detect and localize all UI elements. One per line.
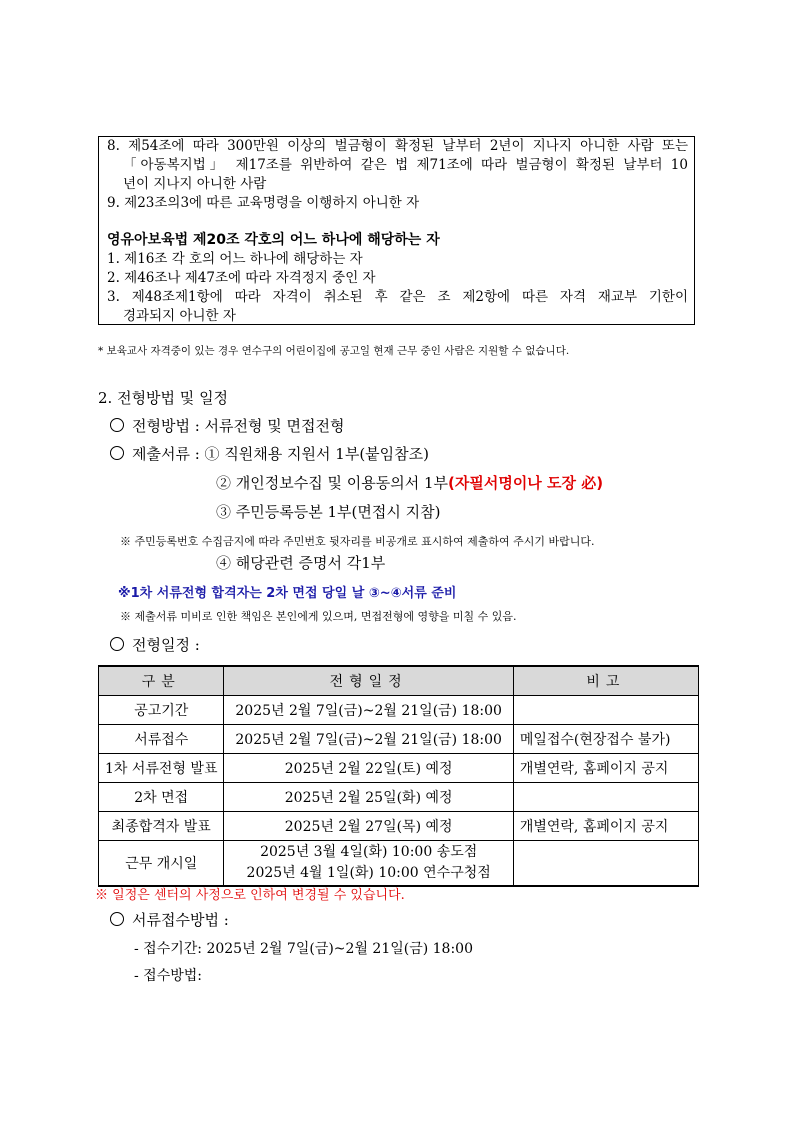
- method-row: [110, 415, 345, 436]
- table-header-row: [99, 666, 699, 696]
- row-date: 2025년 2월 25일(화) 예정: [224, 783, 513, 812]
- box-line-4: 9. 제23조의3에 따른 교육명령을 이행하지 아니한 자: [107, 195, 420, 211]
- method-text: 전형방법 : 서류전형 및 면접전형: [132, 417, 345, 435]
- row-date-line-1: 2025년 3월 4일(화) 10:00 송도점: [260, 844, 478, 860]
- row-note: [513, 841, 698, 887]
- header-category: 구분: [99, 666, 224, 696]
- table-row: [99, 783, 699, 812]
- box-item-3: 3. 제48조제1항에 따라 자격이 취소된 후 같은 조 제2항에 따른 자격 재교부 기한이: [107, 289, 688, 305]
- section-title: 2. 전형방법 및 일정: [98, 389, 229, 407]
- table-row: [99, 812, 699, 841]
- row-note: 개별연락, 홈페이지 공지: [513, 812, 698, 841]
- qualification-note: * 보육교사 자격중이 있는 경우 연수구의 어린이집에 공고일 현재 근무 중인 사람은 지원할 수 없습니다.: [98, 345, 570, 357]
- circle-bullet-icon: [110, 637, 124, 651]
- schedule-change-note: ※ 일정은 센터의 사정으로 인하여 변경될 수 있습니다.: [95, 888, 405, 903]
- row-date: [224, 841, 513, 887]
- first-pass-note: ※1차 서류전형 합격자는 2차 면접 당일 날 ③~④서류 준비: [118, 586, 457, 601]
- doc2-text: ② 개인정보수집 및 이용동의서 1부: [216, 474, 448, 492]
- row-name: 근무 개시일: [99, 841, 224, 887]
- row-name: 2차 면접: [99, 783, 224, 812]
- row-date: 2025년 2월 7일(금)~2월 21일(금) 18:00: [224, 725, 513, 754]
- circle-bullet-icon: [110, 912, 124, 926]
- row-note: [513, 783, 698, 812]
- doc2-row: [216, 472, 603, 493]
- row-name: 서류접수: [99, 725, 224, 754]
- responsibility-note: ※ 제출서류 미비로 인한 책임은 본인에게 있으며, 면접전형에 영향을 미칠 수 있음.: [120, 610, 517, 623]
- receipt-period: - 접수기간: 2025년 2월 7일(금)~2월 21일(금) 18:00: [134, 941, 474, 957]
- box-item-2: 2. 제46조나 제47조에 따라 자격정지 중인 자: [107, 270, 376, 286]
- row-name: 1차 서류전형 발표: [99, 754, 224, 783]
- row-date-line-2: 2025년 4월 1일(화) 10:00 연수구청점: [246, 865, 491, 881]
- schedule-table: [98, 665, 699, 887]
- box-line-2: 「아동복지법」 제17조를 위반하여 같은 법 제71조에 따라 벌금형이 확정된 날부터 10: [123, 157, 688, 173]
- receipt-row: [110, 909, 229, 930]
- row-date: 2025년 2월 22일(토) 예정: [224, 754, 513, 783]
- table-row: [99, 725, 699, 754]
- doc3-row: ③ 주민등록등본 1부(면접시 지참): [216, 503, 441, 521]
- box-item-1: 1. 제16조 각 호의 어느 하나에 해당하는 자: [107, 251, 363, 267]
- schedule-row: [110, 634, 200, 655]
- row-note: [513, 696, 698, 725]
- box-line-3: 년이 지나지 아니한 사람: [123, 176, 267, 192]
- header-remarks: 비고: [513, 666, 698, 696]
- row-name: 공고기간: [99, 696, 224, 725]
- doc4-row: ④ 해당관련 증명서 각1부: [216, 554, 386, 572]
- circle-bullet-icon: [110, 418, 124, 432]
- table-row: [99, 841, 699, 887]
- table-row: [99, 696, 699, 725]
- box-item-3-cont: 경과되지 아니한 자: [123, 308, 236, 324]
- schedule-label: 전형일정 :: [132, 636, 200, 654]
- receipt-label: 서류접수방법 :: [132, 911, 229, 929]
- receipt-method: - 접수방법:: [134, 968, 202, 984]
- docs-row: [110, 443, 429, 464]
- circle-bullet-icon: [110, 446, 124, 460]
- table-row: [99, 754, 699, 783]
- box-line-1: 8. 제54조에 따라 300만원 이상의 벌금형이 확정된 날부터 2년이 지나지 아니한 사람 또는: [107, 138, 688, 154]
- disqualification-box: [98, 136, 695, 325]
- resident-number-note: ※ 주민등록번호 수집금지에 따라 주민번호 뒷자리를 비공개로 표시하여 제출하여 주시기 바랍니다.: [120, 535, 595, 548]
- doc2-red-text: (자필서명이나 도장 必): [448, 474, 604, 492]
- row-date: 2025년 2월 7일(금)~2월 21일(금) 18:00: [224, 696, 513, 725]
- docs-label: 제출서류 : ① 직원채용 지원서 1부(붙임참조): [132, 445, 429, 463]
- box-heading: 영유아보육법 제20조 각호의 어느 하나에 해당하는 자: [107, 232, 440, 248]
- header-schedule: 전형일정: [224, 666, 513, 696]
- row-date: 2025년 2월 27일(목) 예정: [224, 812, 513, 841]
- row-name: 최종합격자 발표: [99, 812, 224, 841]
- row-note: 개별연락, 홈페이지 공지: [513, 754, 698, 783]
- row-note: 메일접수(현장접수 불가): [513, 725, 698, 754]
